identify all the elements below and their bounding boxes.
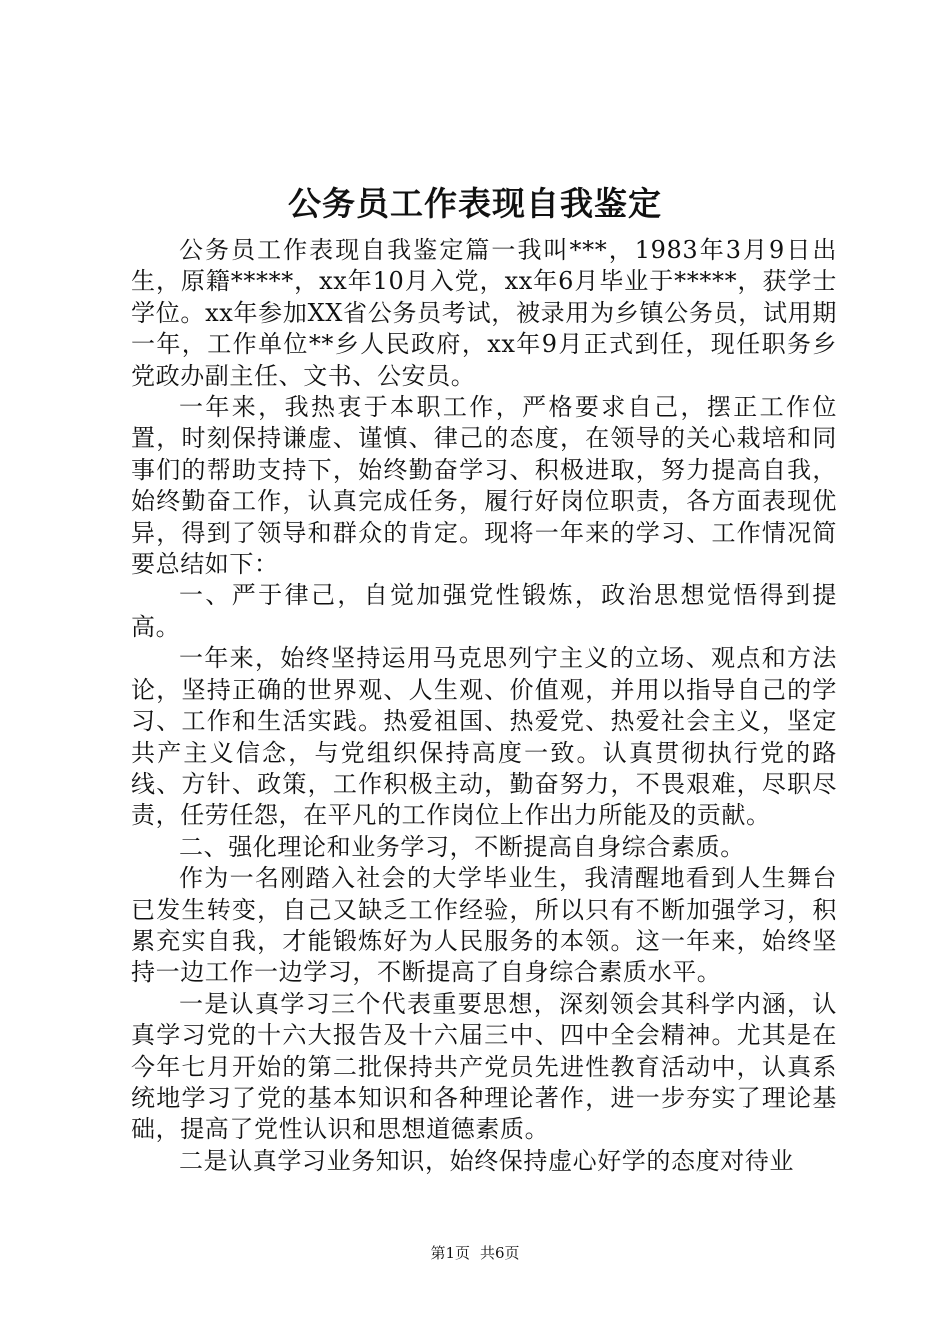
paragraph: 二是认真学习业务知识，始终保持虚心好学的态度对待业 [179,1146,794,1175]
paragraph: 一是认真学习三个代表重要思想，深刻领会其科学内涵，认真学习党的十六大报告及十六届三中、四中全会精神。尤其是在今年七月开始的第二批保持共产党员先进性教育活动中，认真系统地学习了党的基本知识和各种理论著作，进一步夯实了理论基础，提高了党性认识和思想道德素质。 [131,989,837,1144]
paragraph: 作为一名刚踏入社会的大学毕业生，我清醒地看到人生舞台已发生转变，自己又缺乏工作经验，所以只有不断加强学习，积累充实自我，才能锻炼好为人民服务的本领。这一年来，始终坚持一边工作一边学习，不断提高了自身综合素质水平。 [131,864,837,987]
page-footer [0,1243,950,1263]
section-heading: 二、强化理论和业务学习，不断提高自身综合素质。 [179,832,745,861]
page-number: 第1页 [430,1244,470,1262]
paragraph: 一年来，我热衷于本职工作，严格要求自己，摆正工作位置，时刻保持谦虚、谨慎、律己的态度，在领导的关心栽培和同事们的帮助支持下，始终勤奋学习、积极进取，努力提高自我，始终勤奋工作，认真完成任务，履行好岗位职责，各方面表现优异，得到了领导和群众的肯定。现将一年来的学习、工作情况简要总结如下： [131,393,837,579]
document-body [131,235,837,1177]
page-total: 共6页 [480,1244,520,1262]
section-heading: 一、严于律己，自觉加强党性锻炼，政治思想觉悟得到提高。 [131,581,837,641]
paragraph: 一年来，始终坚持运用马克思列宁主义的立场、观点和方法论，坚持正确的世界观、人生观、价值观，并用以指导自己的学习、工作和生活实践。热爱祖国、热爱党、热爱社会主义，坚定共产主义信念，与党组织保持高度一致。认真贯彻执行党的路线、方针、政策，工作积极主动，勤奋努力，不畏艰难，尽职尽责，任劳任怨，在平凡的工作岗位上作出力所能及的贡献。 [131,644,837,830]
document-title: 公务员工作表现自我鉴定 [288,184,662,223]
paragraph: 公务员工作表现自我鉴定篇一我叫***，1983年3月9日出生，原籍*****，xx年10月入党，xx年6月毕业于*****，获学士学位。xx年参加XX省公务员考试，被录用为乡镇公务员，试用期一年，工作单位**乡人民政府，xx年9月正式到任，现任职务乡党政办副主任、文书、公安员。 [131,236,837,390]
